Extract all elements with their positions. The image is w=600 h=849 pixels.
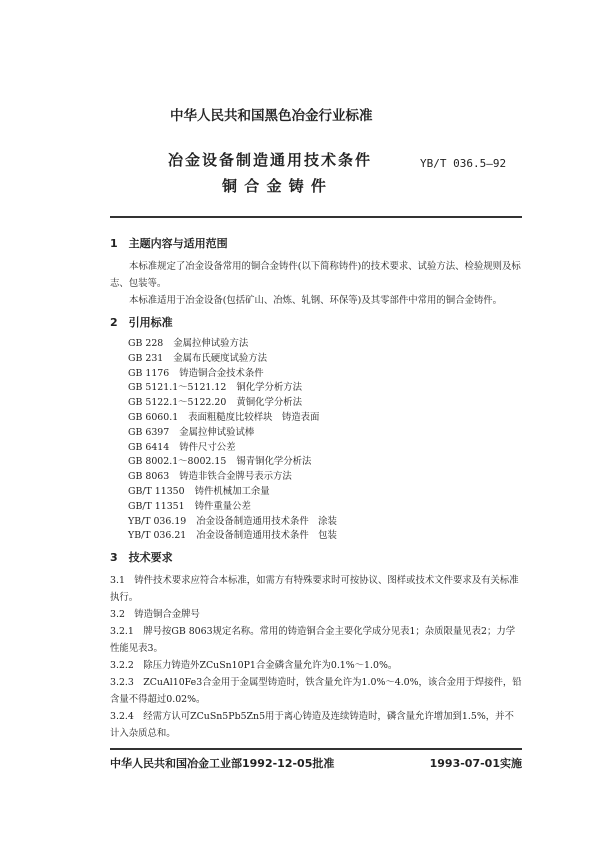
reference-code: GB 5121.1～5121.12: [128, 382, 227, 394]
clause: 3.2.1 牌号按GB 8063规定名称。常用的铸造铜合金主要化学成分见表1；杂质限量见表2；力学性能见表3。: [110, 626, 516, 655]
reference-item: [128, 396, 522, 411]
section-heading: 1 主题内容与适用范围: [110, 237, 228, 250]
reference-code: GB 8063: [128, 471, 170, 483]
footer: [110, 756, 522, 772]
section-heading: 2 引用标准: [110, 316, 173, 329]
reference-code: GB 6060.1: [128, 411, 179, 423]
clause: 3.2 铸造铜合金牌号: [110, 609, 200, 621]
reference-code: YB/T 036.19: [128, 515, 187, 527]
reference-title: 铸造非铁合金牌号表示方法: [179, 471, 292, 483]
clause: 3.2.2 除压力铸造外ZCuSn10P1合金磷含量允许为0.1%～1.0%。: [110, 660, 398, 672]
document-subtitle: 铜 合 金 铸 件: [222, 177, 327, 195]
document-body: [110, 232, 522, 772]
standard-code: YB/T 036.5—92: [420, 157, 507, 170]
reference-title: 冶金设备制造通用技术条件 包装: [196, 530, 337, 542]
reference-title: 铸件重量公差: [194, 500, 251, 512]
reference-item: [128, 455, 522, 470]
reference-item: [128, 515, 522, 530]
reference-code: GB 5122.1～5122.20: [128, 397, 227, 409]
reference-title: 冶金设备制造通用技术条件 涂装: [196, 515, 337, 527]
reference-item: [128, 367, 522, 382]
reference-code: GB 1176: [128, 367, 170, 379]
reference-title: 铸件机械加工余量: [194, 485, 270, 497]
reference-title: 锡青铜化学分析法: [236, 456, 312, 468]
clause: 3.1 铸件技术要求应符合本标准，如需方有特殊要求时可按协议、图样或技术文件要求及有关标准执行。: [110, 575, 519, 604]
header-divider: [110, 216, 522, 218]
reference-item: [128, 529, 522, 544]
reference-item: [128, 337, 522, 352]
reference-item: [128, 411, 522, 426]
reference-list: [128, 337, 522, 544]
reference-code: GB/T 11350: [128, 485, 185, 497]
paragraph: 本标准规定了冶金设备常用的铜合金铸件(以下简称铸件)的技术要求、试验方法、检验规则及标志、包装等。: [110, 261, 521, 289]
reference-title: 金属拉伸试验方法: [173, 338, 249, 349]
reference-code: GB 6414: [128, 441, 170, 453]
reference-title: 表面粗糙度比较样块 铸造表面: [188, 411, 320, 423]
reference-code: GB 228: [128, 338, 164, 349]
reference-title: 铸件尺寸公差: [179, 441, 236, 453]
reference-title: 金属布氏硬度试验方法: [173, 352, 268, 364]
section-heading: 3 技术要求: [110, 551, 173, 565]
reference-item: [128, 485, 522, 500]
reference-title: 铸造铜合金技术条件: [179, 367, 264, 379]
reference-item: [128, 500, 522, 515]
clause: 3.2.4 经需方认可ZCuSn5Pb5Zn5用于离心铸造及连续铸造时，磷含量允许增加到1.5%，并不计入杂质总和。: [110, 711, 514, 740]
approval-note: 中华人民共和国冶金工业部1992-12-05批准: [110, 757, 335, 771]
issuer: 中华人民共和国黑色冶金行业标准: [170, 108, 373, 124]
reference-code: YB/T 036.21: [128, 530, 187, 542]
clause: 3.2.3 ZCuAl10Fe3合金用于金属型铸造时，铁含量允许为1.0%～4.0%，该合金用于焊接件，铅含量不得超过0.02%。: [110, 677, 522, 706]
reference-title: 铜化学分析方法: [236, 382, 302, 394]
reference-code: GB 8002.1～8002.15: [128, 456, 227, 468]
reference-code: GB 6397: [128, 426, 170, 438]
reference-code: GB/T 11351: [128, 500, 185, 512]
paragraph: 本标准适用于冶金设备(包括矿山、冶炼、轧钢、环保等)及其零部件中常用的铜合金铸件。: [129, 295, 502, 306]
document-title: 冶金设备制造通用技术条件: [168, 151, 373, 169]
footer-divider: [110, 748, 522, 750]
reference-item: [128, 352, 522, 367]
reference-title: 黄铜化学分析法: [236, 397, 302, 409]
reference-item: [128, 470, 522, 485]
reference-item: [128, 426, 522, 441]
reference-title: 金属拉伸试验试棒: [179, 426, 255, 438]
effective-date: 1993-07-01实施: [429, 757, 522, 771]
reference-item: [128, 381, 522, 396]
reference-item: [128, 441, 522, 456]
reference-code: GB 231: [128, 352, 164, 364]
